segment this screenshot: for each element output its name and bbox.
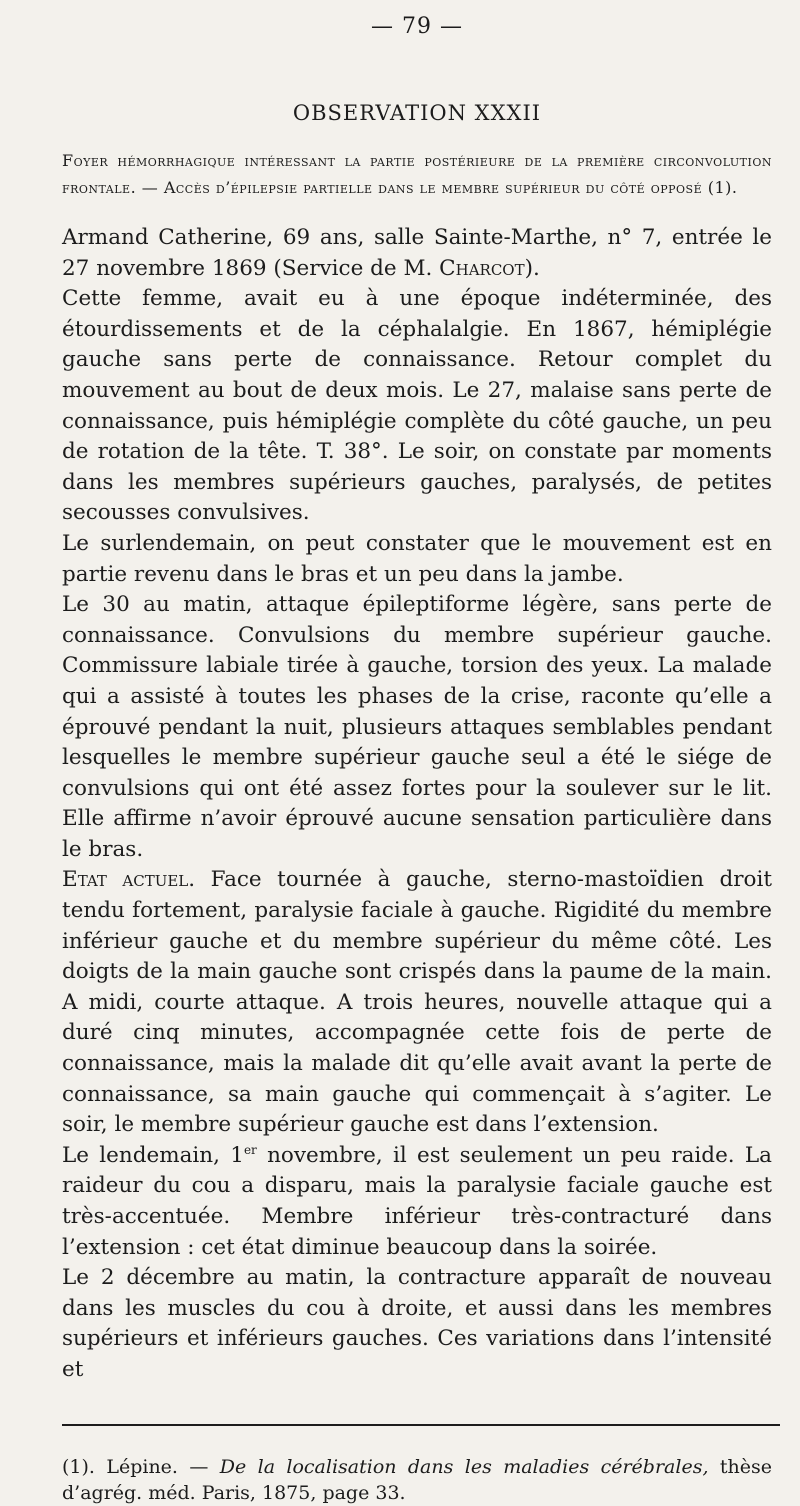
footnote-rest: thèse d’agrég. méd. Paris, 1875, page 33.	[62, 1455, 772, 1504]
paragraph-4: Le 30 au matin, attaque épileptiforme légère, sans perte de connaissance. Convulsions du membre supérieur gauche. Commissure labiale tirée à gauche, torsion des yeux. La malade qui a assisté à toutes les phases de la crise, raconte qu’elle a éprouvé pendant la nuit, plusieurs attaques semblables pendant lesquelles le membre supérieur gauche seul a été le siége de convulsions qui ont été assez fortes pour la soulever sur le lit. Elle affirme n’avoir éprouvé aucune sensation particulière dans le bras.	[62, 592, 772, 862]
charcot-name: Charcot	[439, 255, 525, 281]
footnote-rule	[62, 1424, 780, 1426]
footnote	[62, 1454, 772, 1506]
paragraph-2: Cette femme, avait eu à une époque indéterminée, des étourdissements et de la céphalalgie. En 1867, hémiplégie gauche sans perte de connaissance. Retour complet du mouvement au bout de deux mois. Le 27, malaise sans perte de connaissance, puis hémiplégie complète du côté gauche, un peu de rotation de la tête. T. 38°. Le soir, on constate par moments dans les membres supérieurs gauches, paralysés, de petites secousses convulsives.	[62, 286, 772, 526]
etat-actuel-heading: Etat actuel.	[62, 867, 196, 893]
paragraph-1	[62, 223, 772, 284]
observation-title: OBSERVATION XXXII	[292, 101, 542, 125]
paragraph-6-text: novembre, il est seulement un peu raide. La raideur du cou a disparu, mais la paralysie faciale gauche est très-accentuée. Membre inférieur très-contracturé dans l’extension : cet état diminue beaucoup dans la soirée.	[62, 1142, 772, 1260]
footnote-title: De la localisation dans les maladies cérébrales,	[219, 1455, 709, 1478]
footnote-marker: (1). Lépine. —	[62, 1455, 209, 1478]
page-number: — 79 —	[371, 14, 463, 39]
paragraph-5-text: Face tournée à gauche, sterno-mastoïdien droit tendu fortement, paralysie faciale à gauche. Rigidité du membre inférieur gauche et du membre supérieur du même côté. Les doigts de la main gauche sont crispés dans la paume de la main. A midi, courte attaque. A trois heures, nouvelle attaque qui a duré cinq minutes, accompagnée cette fois de perte de connaissance, mais la malade dit qu’elle avait avant la perte de connaissance, sa main gauche qui commençait à s’agiter. Le soir, le membre supérieur gauche est dans l’extension.	[62, 867, 772, 1138]
paragraph-1-text: Armand Catherine, 69 ans, salle Sainte-Marthe, n° 7, entrée le 27 novembre 1869 (Service de M.	[62, 225, 772, 281]
paragraph-5	[62, 865, 772, 1140]
paragraph-1-tail: ).	[524, 255, 540, 281]
paragraph-7: Le 2 décembre au matin, la contracture apparaît de nouveau dans les muscles du cou à droite, et aussi dans les membres supérieurs et inférieurs gauches. Ces variations dans l’intensité et	[62, 1265, 772, 1382]
observation-subtitle: Foyer hémorrhagique intéressant la partie postérieure de la première circonvolution frontale. — Accès d’épilepsie partielle dans le membre supérieur du côté opposé (1).	[62, 151, 772, 197]
lendemain-prefix: Le lendemain, 1	[62, 1142, 244, 1168]
paragraph-6	[62, 1141, 772, 1263]
paragraph-3: Le surlendemain, on peut constater que le mouvement est en partie revenu dans le bras et un peu dans la jambe.	[62, 530, 772, 587]
lendemain-superscript: er	[243, 1142, 257, 1157]
